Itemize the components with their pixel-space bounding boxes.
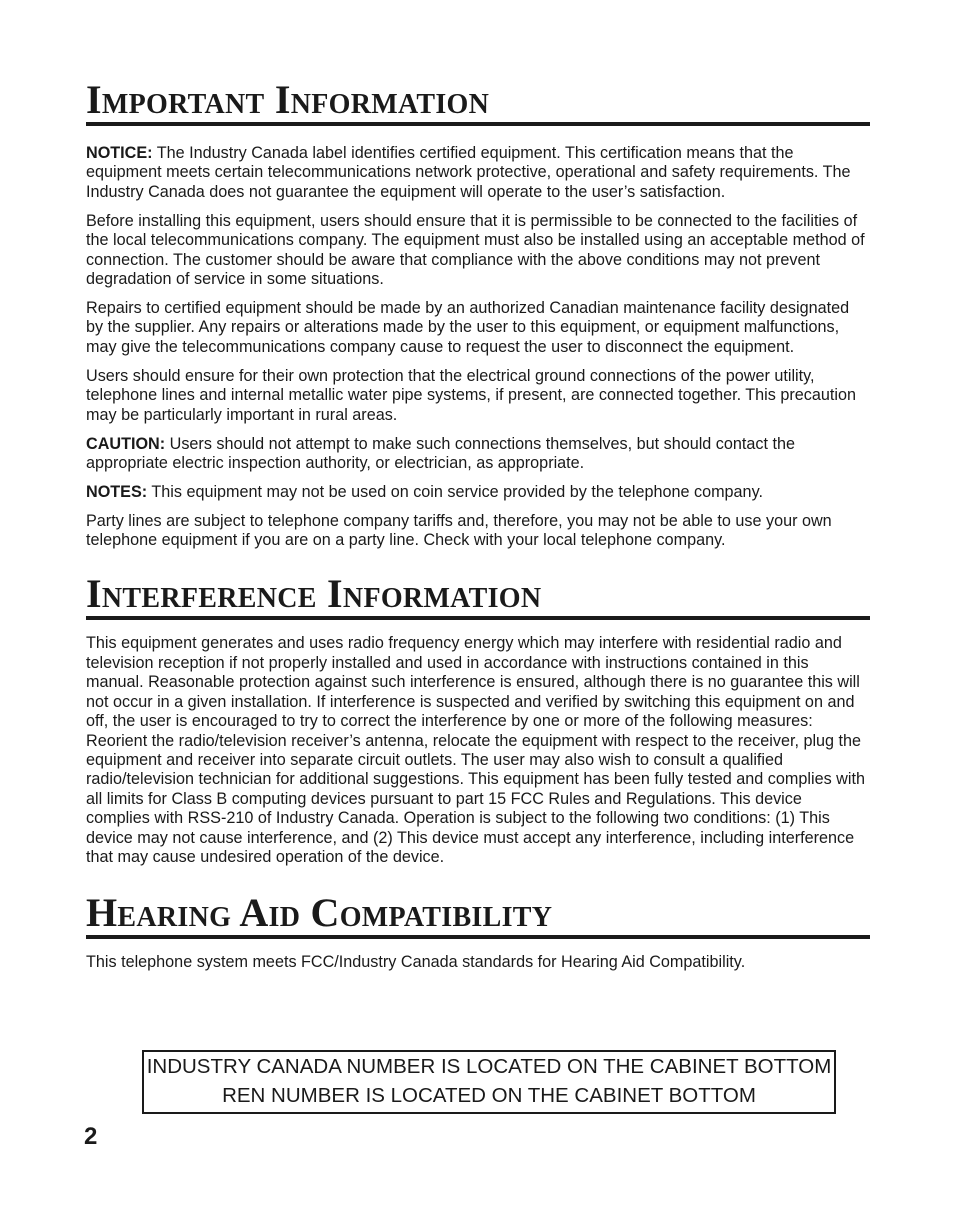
spacer bbox=[86, 620, 870, 634]
box-line-industry-canada: INDUSTRY CANADA NUMBER IS LOCATED ON THE CABINET BOTTOM bbox=[146, 1055, 832, 1078]
paragraph-interference: This equipment generates and uses radio frequency energy which may interfere with residential radio and television reception if not properly installed and used in accordance with instructions contained in this manual. Reasonable protection against such interference is ensured, although there is no guarantee this will not occur in a given installation. If interference is suspected and verified by switching this equipment on and off, the user is encouraged to try to correct the interference by one or more of the following measures: Reorient the radio/television receiver’s antenna, relocate the equipment with respect to the receiver, plug the equipment and receiver into separate circuit outlets. The user may also wish to consult a qualified radio/television technician for additional suggestions. This equipment has been fully tested and complies with all limits for Class B computing devices pursuant to part 15 FCC Rules and Regulations. This device complies with RSS-210 of Industry Canada. Operation is subject to the following two conditions: (1) This device may not cause interference, and (2) This device must accept any interference, including interference that may cause undesired operation of the device. bbox=[86, 634, 865, 866]
paragraph-notes bbox=[86, 483, 870, 502]
section-title-hearing: Hearing Aid Compatibility bbox=[86, 893, 870, 939]
caution-text: Users should not attempt to make such connections themselves, but should contact the appropriate electric inspection authority, or electrician, as appropriate. bbox=[86, 434, 795, 473]
paragraph-repairs: Repairs to certified equipment should be made by an authorized Canadian maintenance facility designated by the supplier. Any repairs or alterations made by the user to this equipment, or equipment malfunctions, may give the telecommunications company cause to request the user to disconnect the equipment. bbox=[86, 299, 850, 356]
section-title-important: Important Information bbox=[86, 80, 870, 126]
paragraph-ground: Users should ensure for their own protection that the electrical ground connections of the power utility, telephone lines and internal metallic water pipe systems, if present, are connected together. This precaution may be particularly important in rural areas. bbox=[86, 366, 856, 424]
box-line-ren: REN NUMBER IS LOCATED ON THE CABINET BOTTOM bbox=[222, 1083, 756, 1107]
notes-text: This equipment may not be used on coin service provided by the telephone company. bbox=[147, 483, 763, 502]
notes-label: NOTES: bbox=[86, 483, 148, 502]
paragraph-caution bbox=[86, 435, 870, 474]
section-title-interference: Interference Information bbox=[86, 574, 870, 620]
paragraph-notice bbox=[86, 144, 870, 202]
notice-label: NOTICE: bbox=[86, 144, 153, 162]
spacer bbox=[86, 939, 870, 953]
spacer bbox=[86, 126, 870, 144]
paragraph-party-lines: Party lines are subject to telephone company tariffs and, therefore, you may not be able to use your own telephone equipment if you are on a party line. Check with your local telephone company. bbox=[86, 512, 832, 550]
paragraph-installation: Before installing this equipment, users should ensure that it is permissible to be connected to the facilities of the local telecommunications company. The equipment must also be installed using an acceptable method of connection. The customer should be aware that compliance with the above conditions may not prevent degradation of service in some situations. bbox=[86, 211, 865, 289]
paragraph-hearing: This telephone system meets FCC/Industry Canada standards for Hearing Aid Compatibility. bbox=[86, 952, 746, 971]
notice-text: The Industry Canada label identifies certified equipment. This certification means that the equipment meets certain telecommunications network protective, operational and safety requirements. The Industry Canada does not guarantee the equipment will operate to the user’s satisfaction. bbox=[86, 144, 851, 201]
cabinet-notice-box bbox=[142, 1050, 836, 1114]
caution-label: CAUTION: bbox=[86, 434, 166, 453]
document-page bbox=[86, 77, 870, 982]
page-number: 2 bbox=[84, 1123, 98, 1150]
